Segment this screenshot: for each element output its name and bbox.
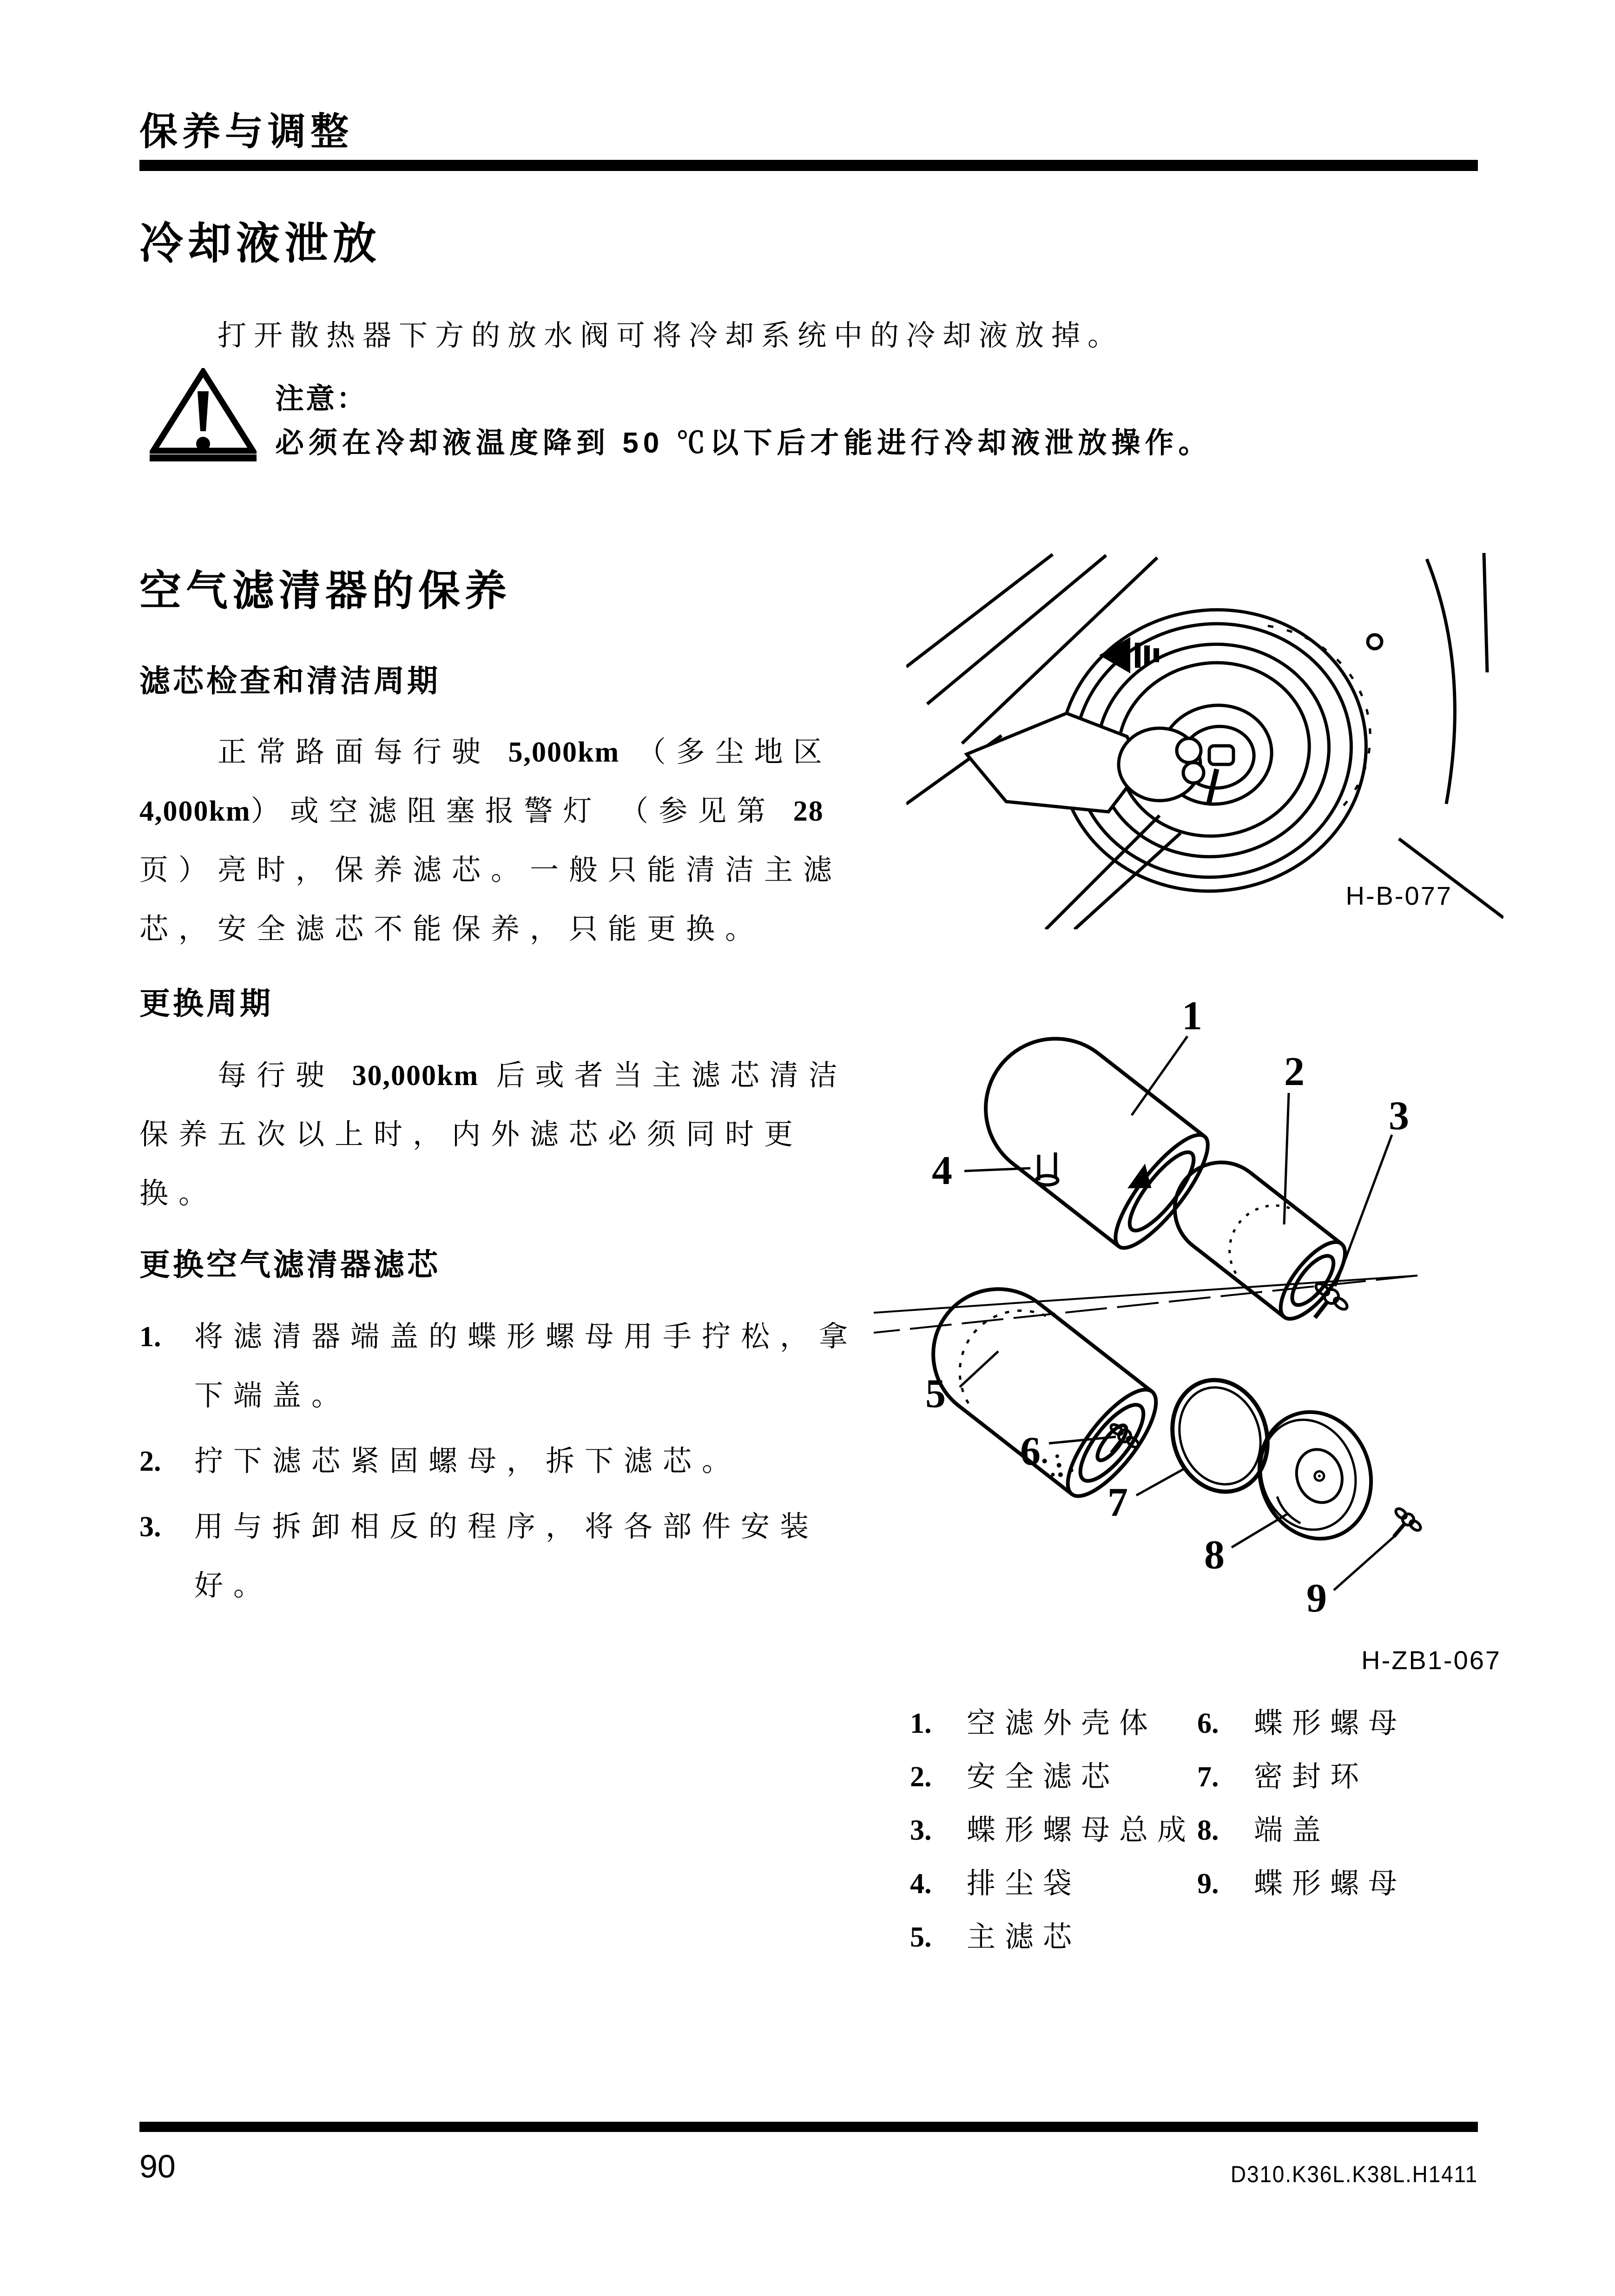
text-line: [139, 841, 842, 900]
bold-number: 4,000km: [139, 796, 251, 827]
callout-3: 3: [1389, 1093, 1409, 1138]
text-run: 后或者当主滤芯清洁: [479, 1060, 848, 1092]
part-name: 蝶形螺母: [1254, 1708, 1407, 1739]
part-item: [1197, 1697, 1406, 1750]
callout-4: 4: [932, 1148, 952, 1193]
document-code: D310.K36L.K38L.H1411: [1230, 2161, 1478, 2187]
part-item: [1197, 1804, 1406, 1857]
parts-list-right: [1197, 1697, 1406, 1911]
text-line: 下端盖。: [194, 1380, 351, 1412]
step-number: 2.: [139, 1446, 161, 1477]
text-line: 好。: [194, 1570, 273, 1602]
part-item: [910, 1750, 1195, 1804]
warning-label: 注意：: [275, 383, 368, 415]
air-filter-title: 空气滤清器的保养: [139, 568, 511, 614]
step-text: [194, 1432, 967, 1491]
part-item: [910, 1697, 1195, 1750]
page-number: 90: [139, 2148, 176, 2184]
part-name: 蝶形螺母总成: [967, 1815, 1196, 1846]
part-item: [1197, 1857, 1406, 1911]
part-number: 1.: [910, 1708, 932, 1739]
figure-air-cleaner-cover: [906, 551, 1503, 929]
header-rule: [139, 160, 1478, 171]
step-text: [194, 1498, 967, 1616]
text-run: 保养五次以上时，内外滤芯必须同时更: [139, 1119, 804, 1151]
text-run: 换。: [139, 1178, 218, 1210]
text-line: 用与拆卸相反的程序，将各部件安装: [194, 1511, 819, 1543]
text-line: [139, 1046, 848, 1105]
part-name: 端盖: [1254, 1815, 1331, 1846]
part-name: 排尘袋: [967, 1868, 1081, 1900]
part-number: 9.: [1197, 1868, 1219, 1900]
callout-2: 2: [1284, 1049, 1305, 1094]
coolant-intro-paragraph: [139, 307, 1417, 366]
part-number: 8.: [1197, 1815, 1219, 1846]
figure1-code-label: H-B-077: [1345, 881, 1452, 910]
text-run: ）或空滤阻塞报警灯 （参见第: [250, 796, 793, 827]
text-run: 打开散热器下方的放水阀可将冷却系统中的冷却液放掉。: [218, 320, 1124, 352]
callout-6: 6: [1020, 1429, 1041, 1474]
callout-8: 8: [1204, 1533, 1225, 1578]
part-number: 3.: [910, 1815, 932, 1846]
text-line: [139, 900, 842, 959]
warning-triangle-icon: [150, 368, 257, 463]
text-run: 每行驶: [218, 1060, 352, 1092]
part-item: [910, 1804, 1195, 1857]
bold-number: 30,000km: [352, 1060, 479, 1092]
figure2-code-label: H-ZB1-067: [1361, 1645, 1501, 1675]
part-number: 7.: [1197, 1761, 1219, 1793]
replace-steps-heading: 更换空气滤清器滤芯: [139, 1247, 441, 1282]
text-run: 芯，安全滤芯不能保养，只能更换。: [139, 914, 765, 945]
callout-5: 5: [925, 1371, 946, 1416]
part-number: 4.: [910, 1868, 932, 1900]
footer-rule: [139, 2122, 1478, 2132]
step-text: [194, 1308, 967, 1426]
step-item: [139, 1308, 967, 1426]
step-number: 3.: [139, 1511, 161, 1543]
text-line: 将滤清器端盖的蝶形螺母用手拧松，拿: [194, 1321, 858, 1353]
text-run: （多尘地区: [620, 737, 832, 768]
text-line: [139, 1164, 848, 1224]
part-name: 蝶形螺母: [1254, 1868, 1407, 1900]
part-name: 安全滤芯: [967, 1761, 1120, 1793]
text-line: [139, 307, 1417, 366]
text-run: 页）亮时，保养滤芯。一般只能清洁主滤: [139, 855, 843, 886]
bold-number: 28: [793, 796, 824, 827]
step-item: [139, 1498, 967, 1616]
part-number: 6.: [1197, 1708, 1219, 1739]
part-number: 2.: [910, 1761, 932, 1793]
callout-7: 7: [1107, 1480, 1128, 1525]
warning-text: 必须在冷却液温度降到 50 ℃以下后才能进行冷却液泄放操作。: [275, 427, 1212, 459]
step-number: 1.: [139, 1321, 161, 1353]
replace-cycle-paragraph: [139, 1046, 848, 1224]
check-clean-paragraph: [139, 723, 842, 959]
check-clean-heading: 滤芯检查和清洁周期: [139, 664, 441, 698]
part-item: [910, 1857, 1195, 1911]
figure-air-cleaner-exploded: [867, 971, 1517, 1691]
text-line: [139, 782, 842, 841]
part-number: 5.: [910, 1921, 932, 1953]
coolant-drain-title: 冷却液泄放: [139, 219, 382, 268]
text-line: [139, 723, 842, 782]
part-name: 主滤芯: [967, 1921, 1081, 1953]
part-item: [1197, 1750, 1406, 1804]
replace-cycle-heading: 更换周期: [139, 986, 273, 1020]
part-item: [910, 1911, 1195, 1964]
part-name: 密封环: [1254, 1761, 1369, 1793]
text-line: 拧下滤芯紧固螺母，拆下滤芯。: [194, 1446, 741, 1477]
parts-list-left: [910, 1697, 1195, 1964]
text-run: 正常路面每行驶: [218, 737, 508, 768]
step-item: [139, 1432, 967, 1491]
callout-9: 9: [1306, 1576, 1327, 1621]
part-name: 空滤外壳体: [967, 1708, 1158, 1739]
bold-number: 5,000km: [508, 737, 620, 768]
callout-1: 1: [1182, 993, 1202, 1039]
running-header: 保养与调整: [139, 111, 354, 153]
text-line: [139, 1105, 848, 1164]
replace-steps-list: [139, 1308, 967, 1622]
